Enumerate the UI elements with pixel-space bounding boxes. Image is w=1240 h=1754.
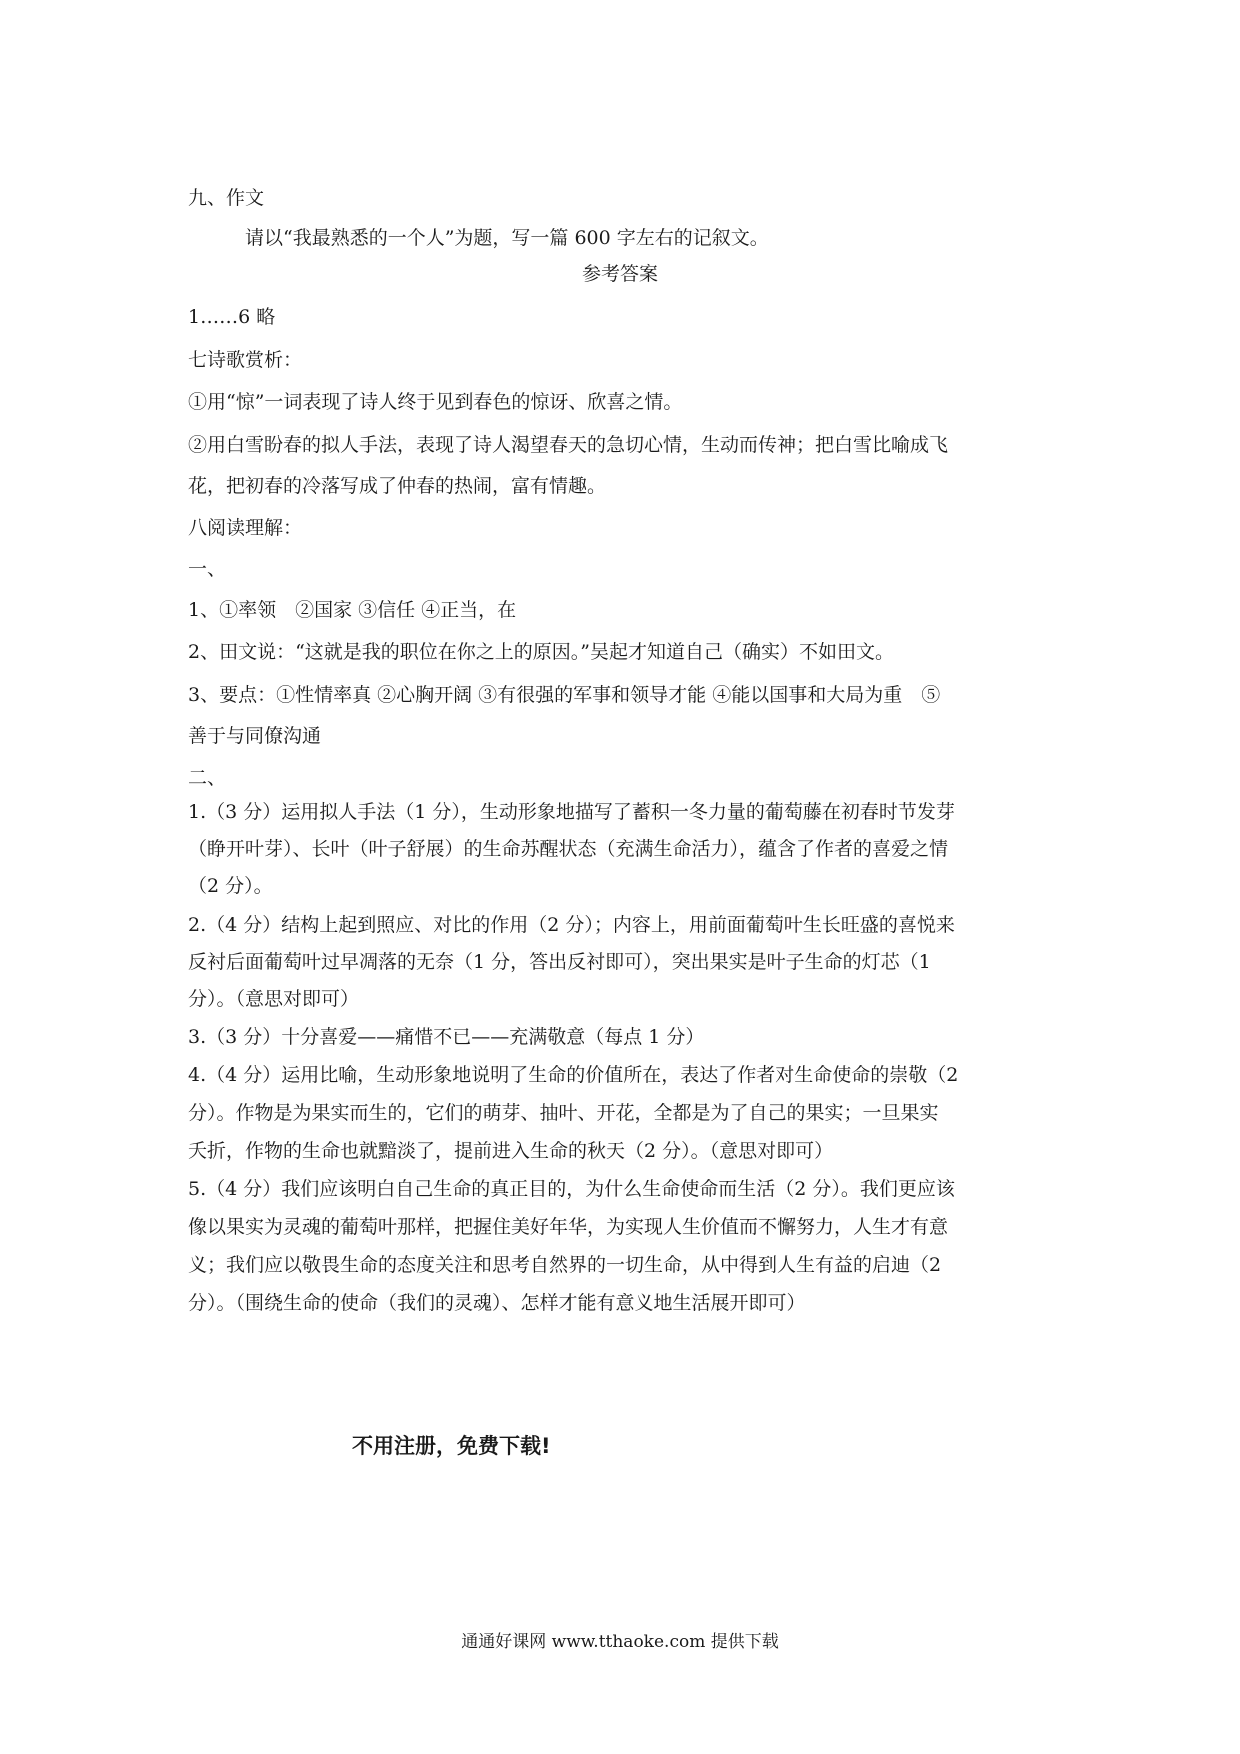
answers-title: 参考答案 [581,263,658,285]
poetry-heading: 七诗歌赏析： [188,349,303,371]
reading-part-2-answer-1-line-1: 1.（3 分）运用拟人手法（1 分），生动形象地描写了蓄积一冬力量的葡萄藤在初春时节发芽 [188,801,955,823]
reading-part-2-answer-5-line-2: 像以果实为灵魂的葡萄叶那样，把握住美好年华，为实现人生价值而不懈努力，人生才有意 [188,1216,949,1238]
reading-part-2-answer-5-line-4: 分）。（围绕生命的使命（我们的灵魂）、怎样才能有意义地生活展开即可） [188,1292,806,1314]
reading-part-2-answer-2-line-2: 反衬后面葡萄叶过早凋落的无奈（1 分，答出反衬即可），突出果实是叶子生命的灯芯（1 [188,951,931,973]
reading-part-2-answer-5-line-3: 义；我们应以敬畏生命的态度关注和思考自然界的一切生命，从中得到人生有益的启迪（2 [188,1254,942,1276]
reading-part-2-answer-1-line-2: （睁开叶芽）、长叶（叶子舒展）的生命苏醒状态（充满生命活力），蕴含了作者的喜爱之情 [188,838,949,860]
reading-part-1-answer-1: 1、①率领 ②国家 ③信任 ④正当，在 [188,599,517,621]
reading-part-2-answer-4-line-2: 分）。作物是为果实而生的，它们的萌芽、抽叶、开花，全都是为了自己的果实；一旦果实 [188,1102,939,1124]
answer-1-6: 1……6 略 [188,306,276,328]
reading-part-2-answer-3: 3.（3 分）十分喜爱——痛惜不已——充满敬意（每点 1 分） [188,1026,705,1048]
reading-part-2-answer-4-line-3: 夭折，作物的生命也就黯淡了，提前进入生命的秋天（2 分）。（意思对即可） [188,1140,834,1162]
reading-part-2-answer-1-line-3: （2 分）。 [188,875,273,897]
poetry-answer-1: ①用“惊”一词表现了诗人终于见到春色的惊讶、欣喜之情。 [188,391,683,413]
free-download-notice: 不用注册，免费下载! [352,1434,551,1458]
reading-part-2-answer-2-line-3: 分）。（意思对即可） [188,988,360,1010]
reading-part-2-answer-2-line-1: 2.（4 分）结构上起到照应、对比的作用（2 分）；内容上，用前面葡萄叶生长旺盛的喜悦来 [188,914,955,936]
section-9-heading: 九、作文 [188,187,265,209]
reading-part-1-answer-2: 2、田文说：“这就是我的职位在你之上的原因。”吴起才知道自己（确实）不如田文。 [188,641,895,663]
reading-part-2-answer-4-line-1: 4.（4 分）运用比喻，生动形象地说明了生命的价值所在，表达了作者对生命使命的崇敬（2 [188,1064,959,1086]
footer-source-link[interactable]: 通通好课网 www.tthaoke.com 提供下载 [461,1632,779,1652]
reading-heading: 八阅读理解： [188,517,303,539]
poetry-answer-2-line-2: 花，把初春的冷落写成了仲春的热闹，富有情趣。 [188,475,607,497]
poetry-answer-2-line-1: ②用白雪盼春的拟人手法，表现了诗人渴望春天的急切心情，生动而传神；把白雪比喻成飞 [188,434,949,456]
reading-part-2-answer-5-line-1: 5.（4 分）我们应该明白自己生命的真正目的，为什么生命使命而生活（2 分）。我们更应该 [188,1178,955,1200]
reading-part-2-label: 二、 [188,767,227,789]
essay-prompt: 请以“我最熟悉的一个人”为题，写一篇 600 字左右的记叙文。 [245,227,769,249]
reading-part-1-answer-3-line-1: 3、要点：①性情率真 ②心胸开阔 ③有很强的军事和领导才能 ④能以国事和大局为重 ⑤ [188,684,941,706]
reading-part-1-label: 一、 [188,558,227,580]
reading-part-1-answer-3-line-2: 善于与同僚沟通 [188,725,322,747]
